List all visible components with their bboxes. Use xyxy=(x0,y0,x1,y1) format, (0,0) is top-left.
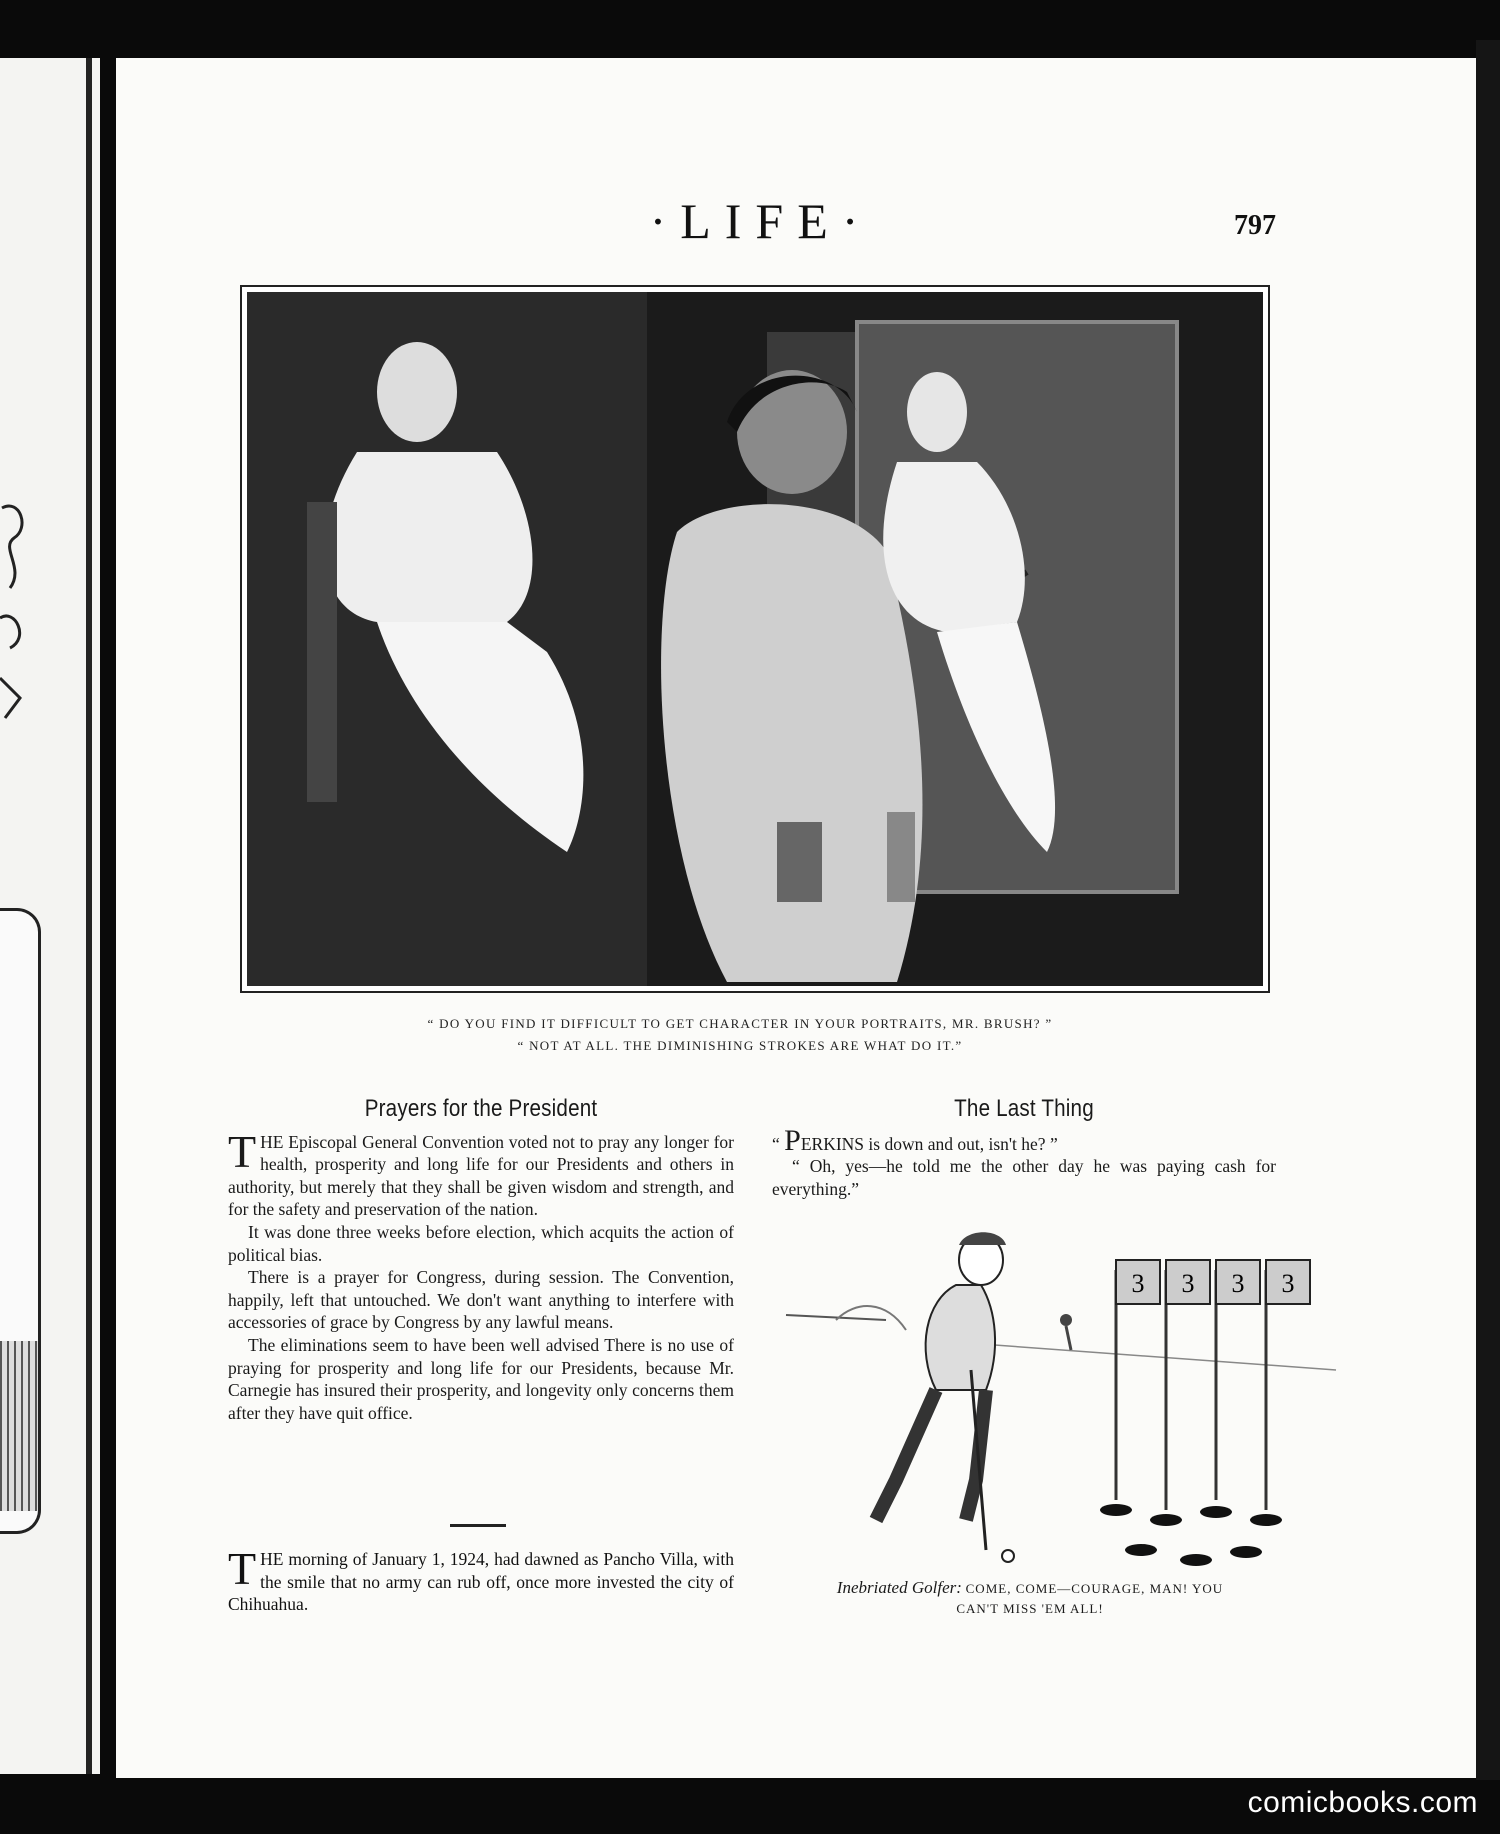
watermark: comicbooks.com xyxy=(1247,1786,1478,1819)
drop-cap: P xyxy=(784,1123,801,1157)
golfer-cap xyxy=(959,1232,1006,1245)
golf-cartoon-caption xyxy=(780,1578,1280,1619)
drop-cap: T xyxy=(228,1543,257,1594)
sitter-dress-top xyxy=(325,452,532,622)
article-paragraph: It was done three weeks before election, which acquits the action of political bias. xyxy=(228,1221,734,1265)
illustration-caption-line-1: “ DO YOU FIND IT DIFFICULT TO GET CHARACTER IN YOUR PORTRAITS, MR. BRUSH? ” xyxy=(427,1016,1053,1031)
painter-smock xyxy=(661,504,922,982)
paragraph-text: ERKINS is down and out, isn't he? ” xyxy=(800,1133,1058,1154)
caption-line-1: COME, COME—COURAGE, MAN! YOU xyxy=(965,1581,1224,1596)
masthead-title: ·LIFE· xyxy=(649,193,873,249)
flag-number: 3 xyxy=(1231,1269,1245,1298)
golfer-jacket xyxy=(926,1285,995,1390)
illustration-caption-line-2: “ NOT AT ALL. THE DIMINISHING STROKES ARE WHAT DO IT.” xyxy=(517,1038,963,1053)
golf-holes xyxy=(1100,1504,1282,1566)
paragraph-text: HE Episcopal General Convention voted not to pray any longer for health, prosperity and long life for our Presidents and others in authority, but merely that they shall be given wisdom and strength, and for the safety and preservation of the nation. xyxy=(228,1131,734,1220)
section-divider xyxy=(450,1524,506,1527)
golfer-legs xyxy=(876,1390,986,1520)
article-prayers-for-the-president xyxy=(228,1095,734,1424)
page-number: 797 xyxy=(1234,210,1276,241)
golf-cartoon xyxy=(776,1220,1346,1580)
illustration-artwork xyxy=(247,292,1263,986)
article-paragraph: “ Oh, yes—he told me the other day he was paying cash for everything.” xyxy=(772,1156,1276,1199)
sitter-head xyxy=(377,342,457,442)
facing-page-cartoon-fragment xyxy=(0,498,40,758)
flag-number: 3 xyxy=(1281,1269,1295,1298)
open-quote: “ xyxy=(772,1133,785,1154)
caption-speaker: Inebriated Golfer: xyxy=(836,1578,962,1597)
article-paragraph xyxy=(772,1123,1276,1157)
article-paragraph: The eliminations seem to have been well advised There is no use of praying for prosperity and long life for our Presidents, because Mr. Carnegie has insured their prosperity, and longevity only concerns them after they have quit office. xyxy=(228,1334,734,1423)
article-paragraph xyxy=(228,1543,734,1616)
article-title: Prayers for the President xyxy=(364,1095,598,1122)
article-paragraph xyxy=(228,1125,734,1221)
right-scan-edge xyxy=(1476,40,1500,1780)
drop-cap: T xyxy=(228,1125,257,1177)
article-the-last-thing xyxy=(772,1095,1276,1200)
article-title: The Last Thing xyxy=(954,1095,1094,1122)
binding-edge xyxy=(86,58,92,1774)
flag-number: 3 xyxy=(1131,1269,1145,1298)
article-paragraph: There is a prayer for Congress, during session. The Convention, happily, left that untouched. We don't want anything to interfere with accessories of grace by Congress by any lawful means. xyxy=(228,1267,734,1333)
facing-page-panel-shading xyxy=(0,1341,38,1511)
caption-line-2: CAN'T MISS 'EM ALL! xyxy=(956,1601,1104,1616)
portrait-painter-illustration xyxy=(240,285,1270,993)
facing-page-fragment xyxy=(0,58,100,1774)
flag-group xyxy=(1116,1260,1310,1510)
golf-ball xyxy=(1002,1550,1014,1562)
facing-page-panel xyxy=(0,908,41,1534)
paragraph-text: HE morning of January 1, 1924, had dawned as Pancho Villa, with the smile that no army can rub off, once more invested the city of Chihuahua. xyxy=(228,1549,734,1615)
article-pancho-villa xyxy=(228,1543,734,1616)
flag-number: 3 xyxy=(1181,1269,1195,1298)
